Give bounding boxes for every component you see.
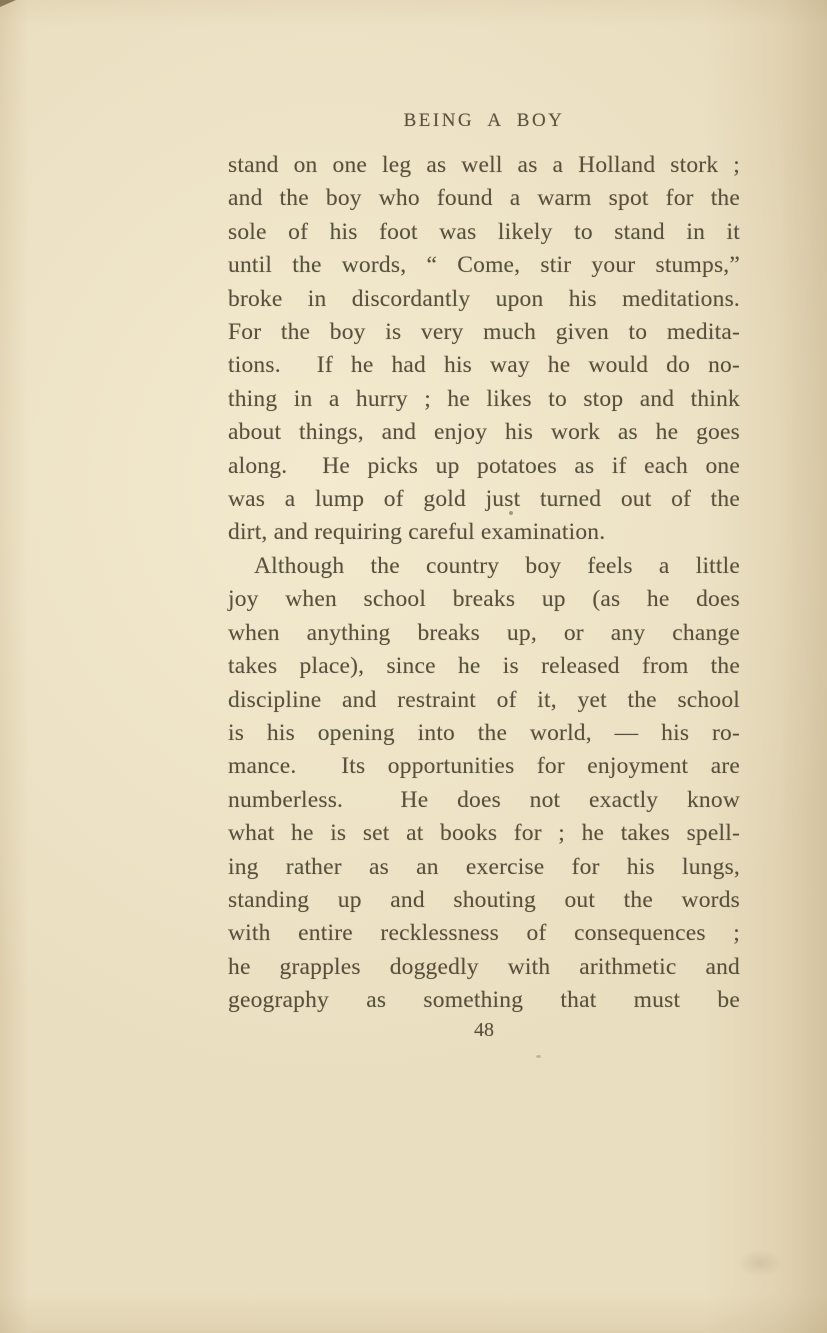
text-line: he grapples doggedly with arithmetic and	[228, 953, 740, 980]
text-line: broke in discordantly upon his meditations.	[228, 285, 740, 312]
text-line: sole of his foot was likely to stand in it	[228, 218, 740, 245]
text-line: takes place), since he is released from the	[228, 653, 740, 680]
text-line: For the boy is very much given to medita-	[228, 319, 740, 346]
text-line: discipline and restraint of it, yet the school	[228, 686, 740, 713]
text-line: standing up and shouting out the words	[228, 886, 740, 913]
body-text	[228, 149, 740, 1018]
paper-speck	[536, 1055, 541, 1058]
text-line: when anything breaks up, or any change	[228, 619, 740, 646]
text-line: thing in a hurry ; he likes to stop and think	[228, 385, 740, 412]
text-line: joy when school breaks up (as he does	[228, 586, 740, 613]
text-line: along. He picks up potatoes as if each one	[228, 452, 740, 479]
text-line: is his opening into the world, — his ro-	[228, 719, 740, 746]
text-line: Although the country boy feels a little	[254, 552, 740, 579]
text-line: with entire recklessness of consequences ;	[228, 920, 740, 947]
text-line: stand on one leg as well as a Holland stork ;	[228, 152, 740, 178]
running-header: BEING A BOY	[403, 110, 565, 131]
text-line: about things, and enjoy his work as he goes	[228, 419, 740, 446]
text-line: what he is set at books for ; he takes spell-	[228, 820, 740, 847]
text-line: tions. If he had his way he would do no-	[228, 352, 740, 379]
paragraph-2	[228, 550, 740, 1018]
text-line: numberless. He does not exactly know	[228, 786, 740, 813]
text-line: and the boy who found a warm spot for the	[228, 185, 740, 212]
text-line: dirt, and requiring careful examination.	[228, 519, 606, 546]
page-number: 48	[474, 1019, 494, 1041]
text-line: geography as something that must be	[228, 987, 740, 1014]
text-line: mance. Its opportunities for enjoyment are	[228, 753, 740, 780]
scan-corner-artifact	[0, 0, 16, 7]
text-line: ing rather as an exercise for his lungs,	[228, 853, 740, 880]
paragraph-1	[228, 149, 740, 550]
text-line: was a lump of gold just turned out of the	[228, 486, 740, 513]
text-line: until the words, “ Come, stir your stumps,”	[228, 252, 740, 279]
paper-smudge	[728, 1243, 792, 1283]
